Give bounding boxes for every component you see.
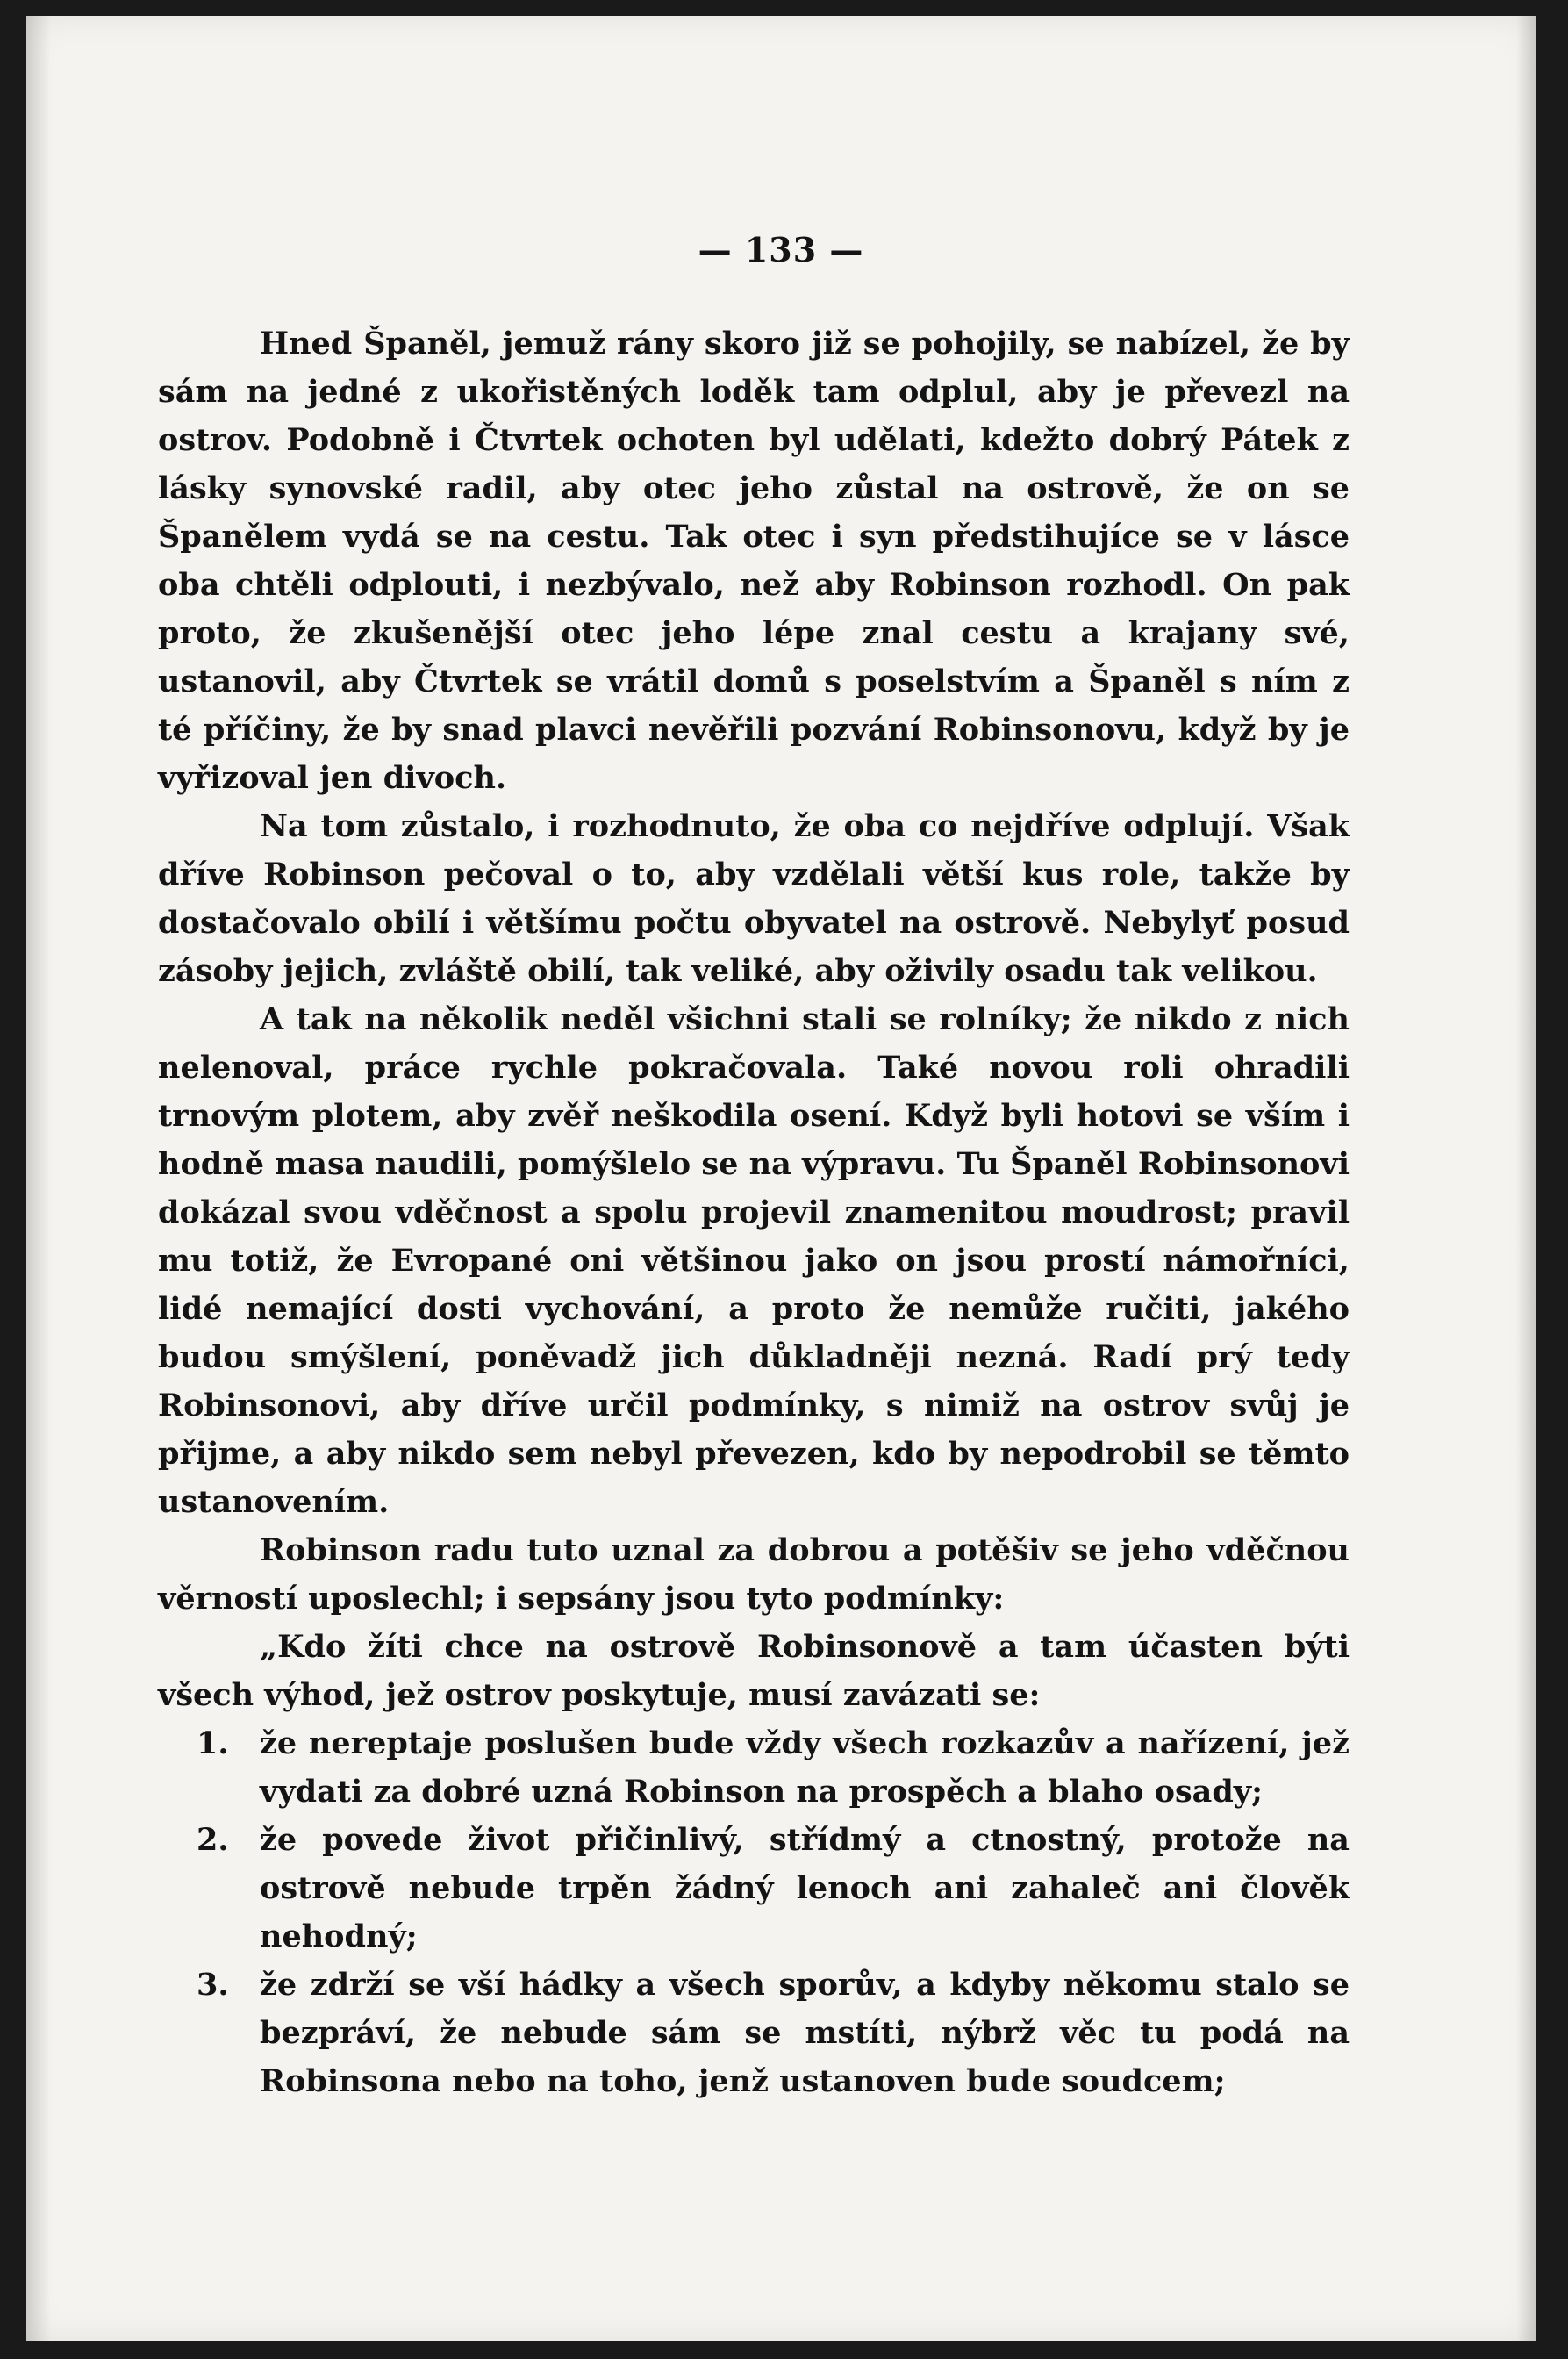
list-item-text: že nereptaje poslušen bude vždy všech rozkazův a nařízení, jež vydati za dobré uzná Robinson na prospěch a blaho osady; (260, 1725, 1350, 1810)
list-item-number: 1. (197, 1725, 229, 1761)
list-item (158, 1961, 1350, 2105)
paragraph-1: Hned Španěl, jemuž rány skoro již se pohojily, se nabízel, že by sám na jedné z ukořistěných loděk tam odplul, aby je převezl na ostrov. Podobně i Čtvrtek ochoten byl udělati, kdežto dobrý Pátek z lásky synovské radil, aby otec jeho zůstal na ostrově, že on se Španělem vydá se na cestu. Tak otec i syn předstihujíce se v lásce oba chtěli odplouti, i nezbývalo, než aby Robinson rozhodl. On pak proto, že zkušenější otec jeho lépe znal cestu a krajany své, ustanovil, aby Čtvrtek se vrátil domů s poselstvím a Španěl s ním z té příčiny, že by snad plavci nevěřili pozvání Robinsonovu, když by je vyřizoval jen divoch. (158, 326, 1350, 796)
page-edge-shadow-right (1516, 16, 1536, 2341)
paragraph-5-conditions-intro: „Kdo žíti chce na ostrově Robinsonově a tam účasten býti všech výhod, jež ostrov poskytuje, musí zavázati se: (158, 1629, 1350, 1713)
list-item (158, 1816, 1350, 1961)
page-body (158, 319, 1350, 2105)
list-item-number: 2. (197, 1822, 229, 1858)
page-edge-shadow-left (26, 16, 51, 2341)
list-item-text: že zdrží se vší hádky a všech sporův, a kdyby někomu stalo se bezpráví, že nebude sám se mstíti, nýbrž věc tu podá na Robinsona nebo na toho, jenž ustanoven bude soudcem; (260, 1967, 1350, 2099)
paragraph-4: Robinson radu tuto uznal za dobrou a potěšiv se jeho vděčnou věrností uposlechl; i sepsány jsou tyto podmínky: (158, 1532, 1350, 1617)
page-number: — 133 — (698, 230, 864, 269)
list-item (158, 1719, 1350, 1816)
list-item-number: 3. (197, 1967, 229, 2003)
paragraph-2: Na tom zůstalo, i rozhodnuto, že oba co nejdříve odplují. Však dříve Robinson pečoval o to, aby vzdělali větší kus role, takže by dostačovalo obilí i většímu počtu obyvatel na ostrově. Nebylyť posud zásoby jejich, zvláště obilí, tak veliké, aby oživily osadu tak velikou. (158, 808, 1350, 989)
conditions-list (158, 1719, 1350, 2105)
book-page (26, 16, 1536, 2341)
paragraph-3: A tak na několik neděl všichni stali se rolníky; že nikdo z nich nelenoval, práce rychle pokračovala. Také novou roli ohradili trnovým plotem, aby zvěř neškodila osení. Když byli hotovi se vším i hodně masa naudili, pomýšlelo se na výpravu. Tu Španěl Robinsonovi dokázal svou vděčnost a spolu projevil znamenitou moudrost; pravil mu totiž, že Evropané oni většinou jako on jsou prostí námořníci, lidé nemající dosti vychování, a proto že nemůže ručiti, jakého budou smýšlení, poněvadž jich důkladněji nezná. Radí prý tedy Robinsonovi, aby dříve určil podmínky, s nimiž na ostrov svůj je přijme, a aby nikdo sem nebyl převezen, kdo by nepodrobil se těmto ustanovením. (158, 1001, 1350, 1520)
list-item-text: že povede život přičinlivý, střídmý a ctnostný, protože na ostrově nebude trpěn žádný lenoch ani zahaleč ani člověk nehodný; (260, 1822, 1350, 1954)
